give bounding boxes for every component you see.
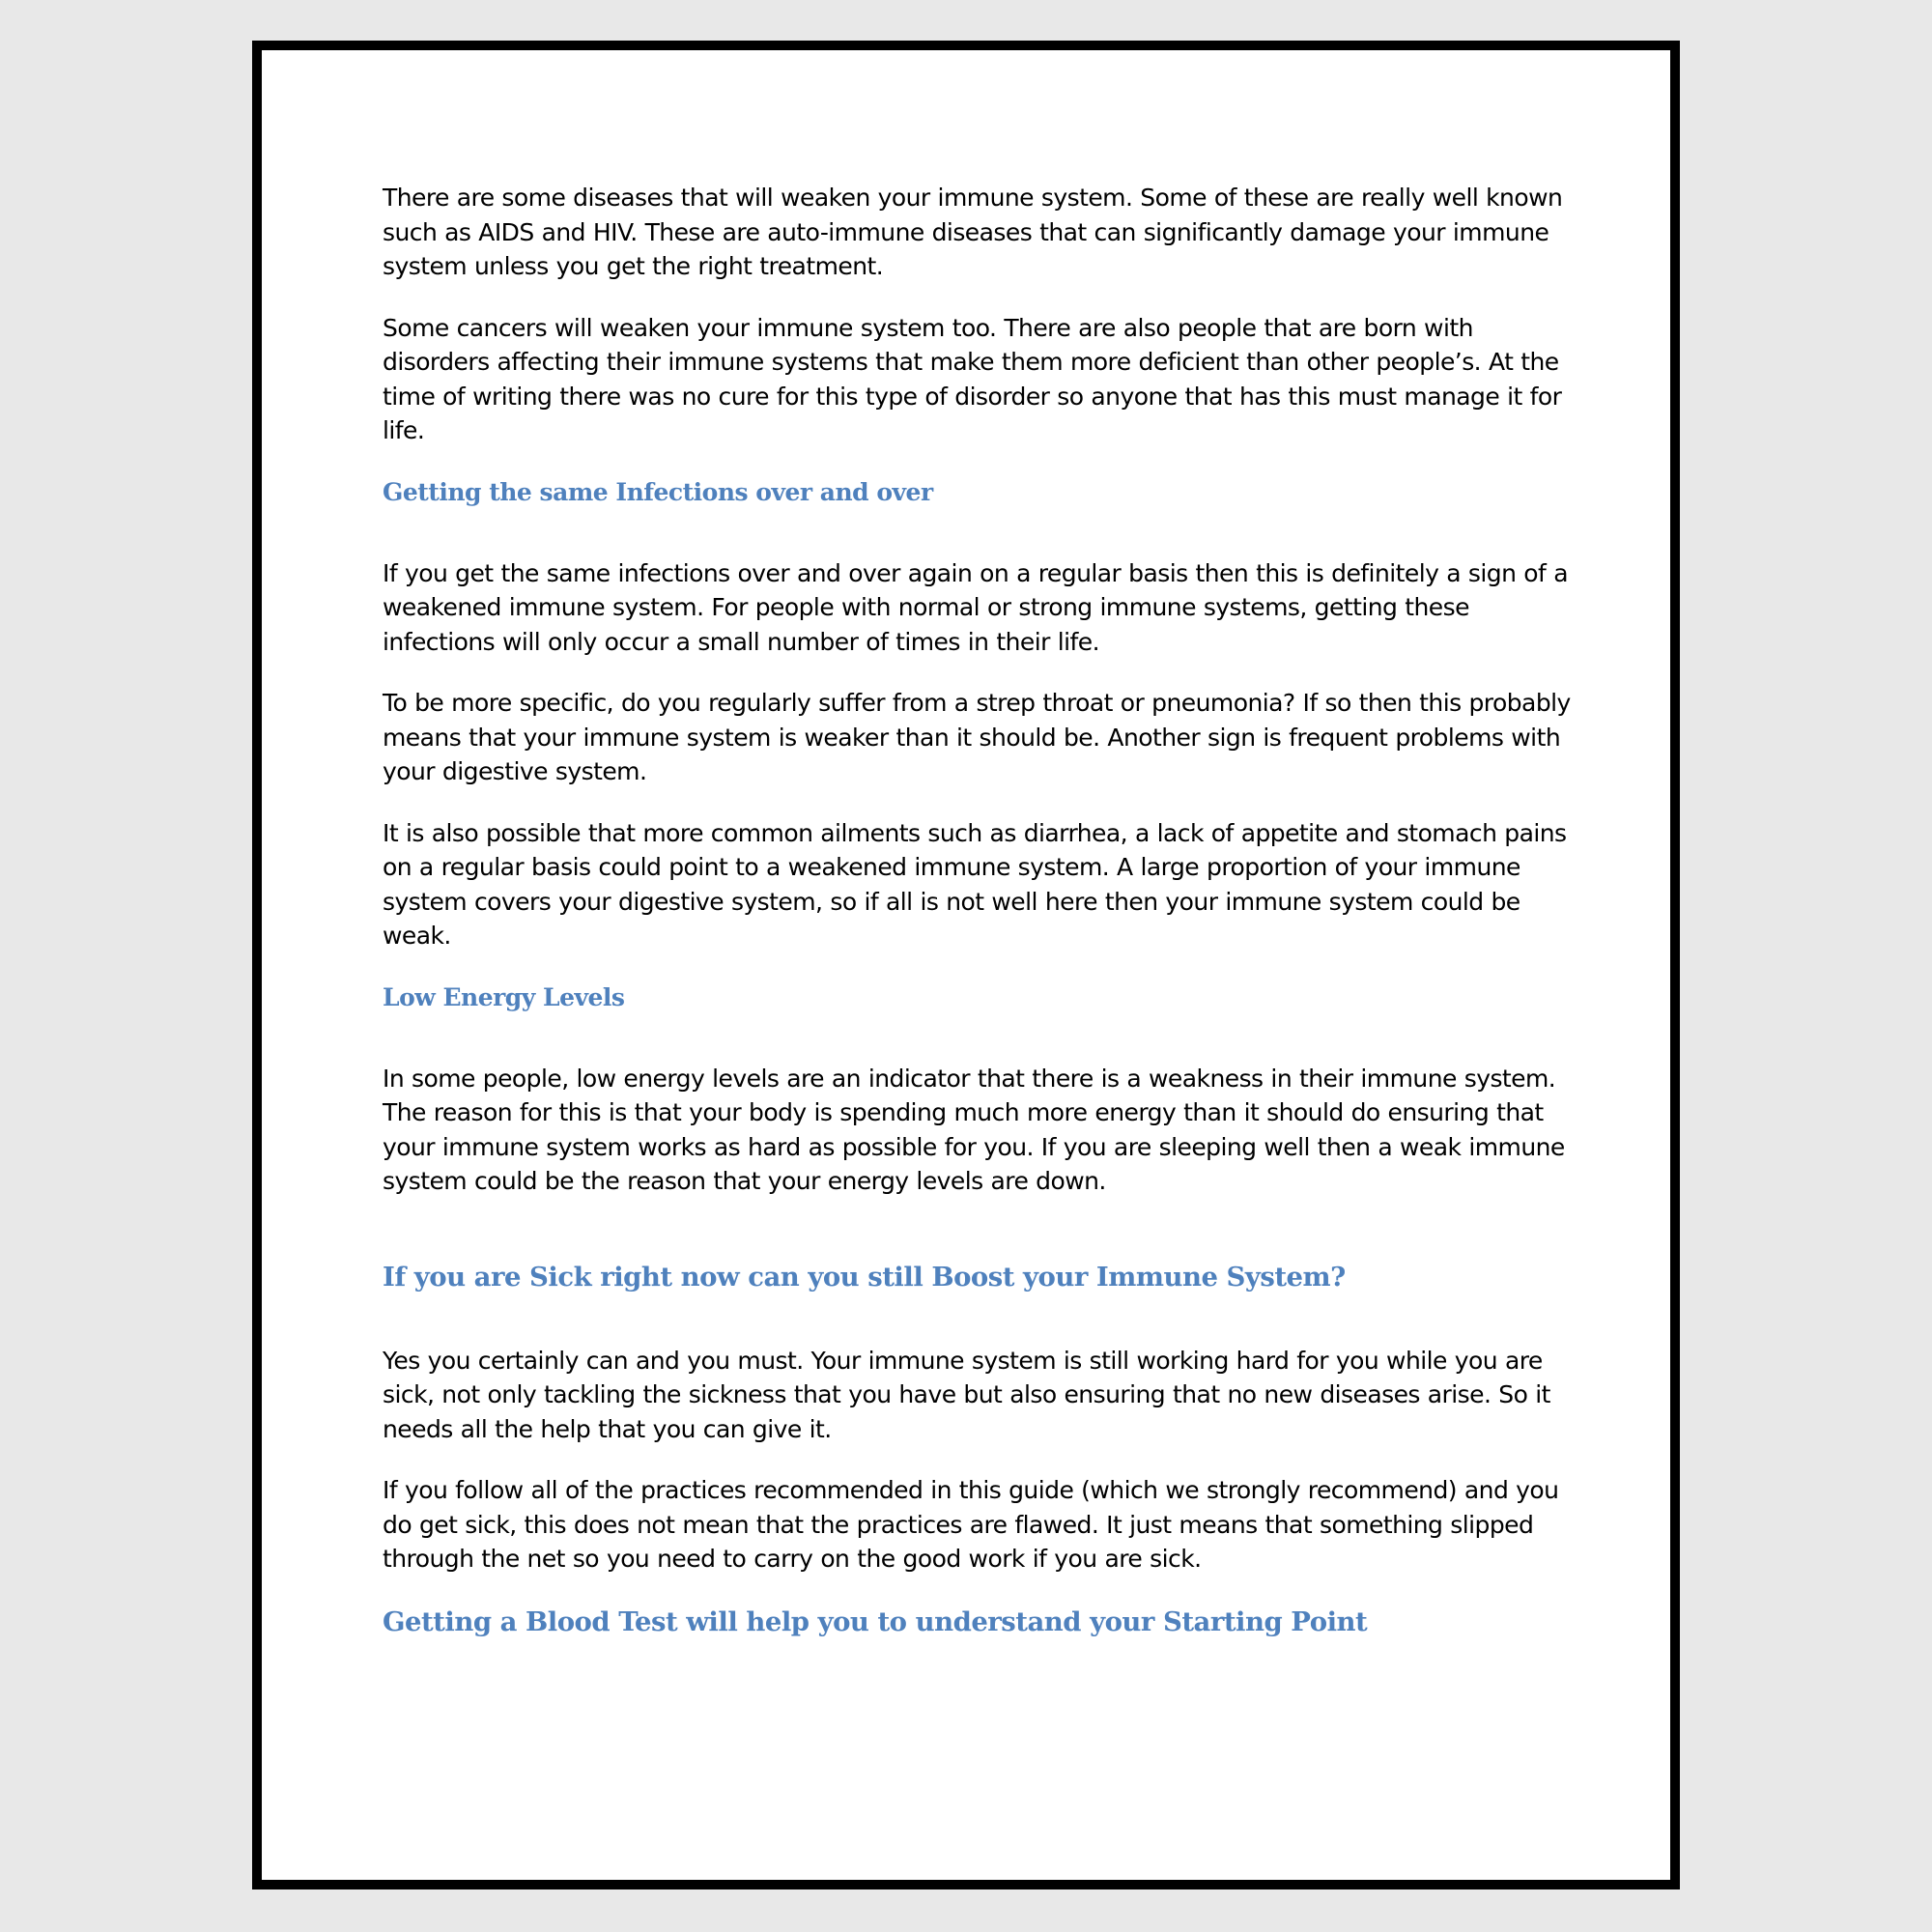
section-heading: Low Energy Levels [383, 982, 625, 1011]
paragraph: It is also possible that more common ailments such as diarrhea, a lack of appetite and stomach pains on a regular basis could point to a weakened immune system. A large proportion of your immune system covers your digestive system, so if all is not well here then your immune system could be weak. [383, 818, 1567, 950]
paragraph: Some cancers will weaken your immune system too. There are also people that are born with disorders affecting their immune systems that make them more deficient than other people’s. At the time of writing there was no cure for this type of disorder so anyone that has this must manage it for life. [383, 313, 1562, 444]
paragraph: In some people, low energy levels are an indicator that there is a weakness in their immune system. The reason for this is that your body is spending much more energy than it should do ensuring that your immune system works as hard as possible for you. If you are sleeping well then a weak immune system could be the reason that your energy levels are down. [383, 1064, 1565, 1195]
paragraph: If you get the same infections over and over again on a regular basis then this is definitely a sign of a weakened immune system. For people with normal or strong immune systems, getting these infections will only occur a small number of times in their life. [383, 558, 1568, 656]
paragraph: Yes you certainly can and you must. Your immune system is still working hard for you while you are sick, not only tackling the sickness that you have but also ensuring that no new diseases arise. So it needs all the help that you can give it. [383, 1346, 1550, 1443]
paragraph: There are some diseases that will weaken your immune system. Some of these are really well known such as AIDS and HIV. These are auto-immune diseases that can significantly damage your immune system unless you get the right treatment. [383, 184, 1563, 280]
paragraph: To be more specific, do you regularly suffer from a strep throat or pneumonia? If so then this probably means that your immune system is weaker than it should be. Another sign is frequent problems with your digestive system. [383, 689, 1571, 785]
document-page [252, 41, 1680, 1889]
chapter-heading: If you are Sick right now can you still Boost your Immune System? [383, 1261, 1346, 1293]
chapter-heading: Getting a Blood Test will help you to understand your Starting Point [383, 1605, 1368, 1637]
page-content [383, 181, 1571, 1689]
paragraph: If you follow all of the practices recommended in this guide (which we strongly recommend) and you do get sick, this does not mean that the practices are flawed. It just means that something slipped through the net so you need to carry on the good work if you are sick. [383, 1476, 1559, 1573]
section-heading: Getting the same Infections over and over [383, 477, 933, 506]
